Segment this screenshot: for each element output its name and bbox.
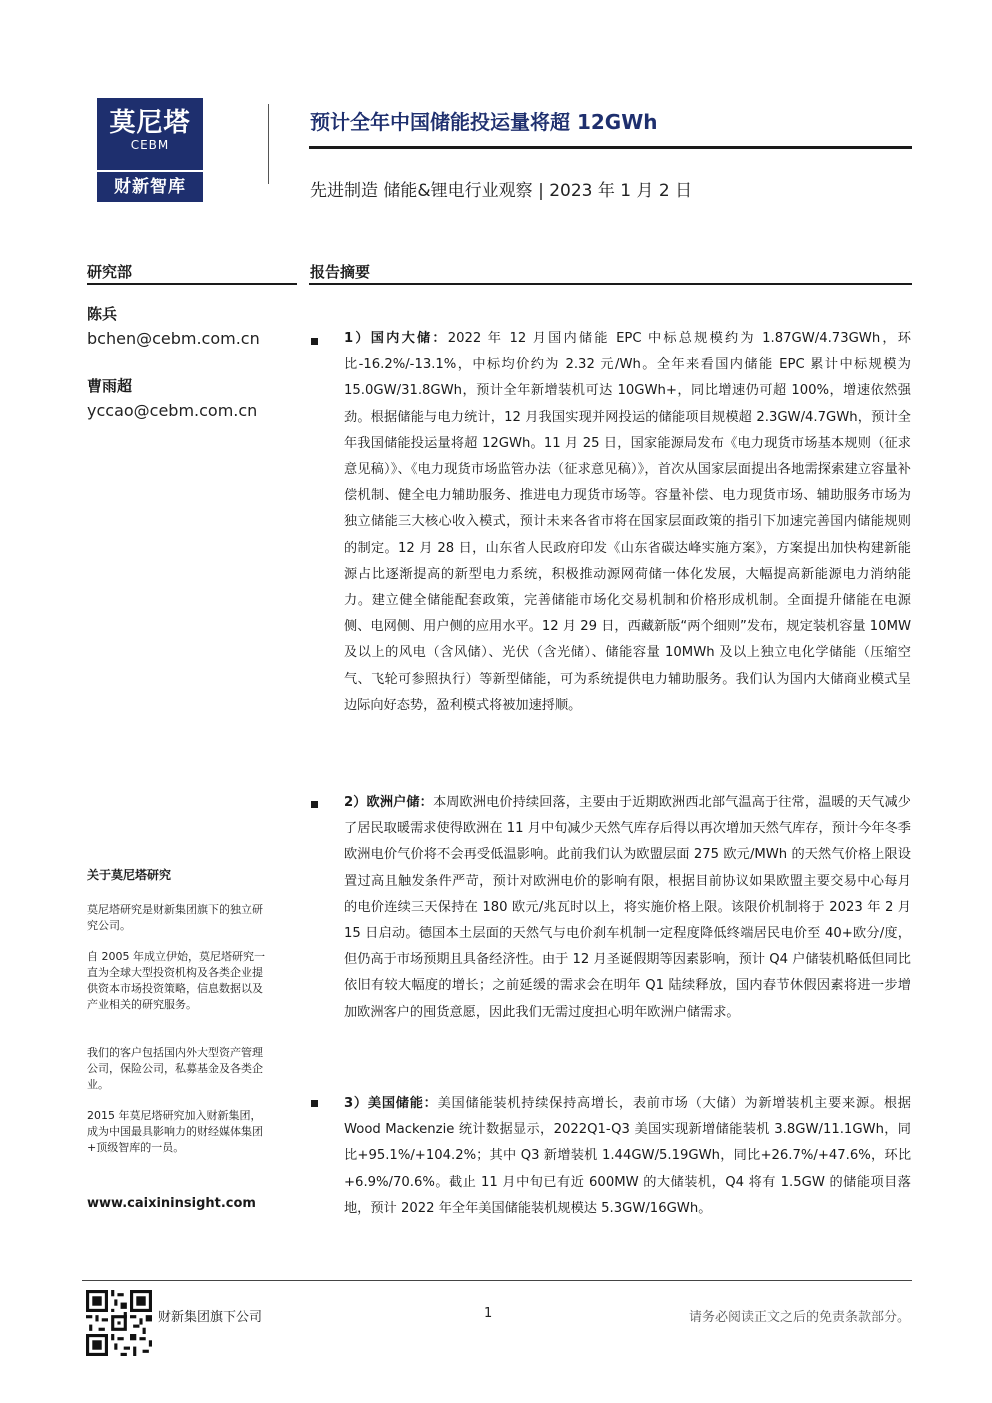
footer-rule <box>82 1280 912 1281</box>
footer-disclaimer: 请务必阅读正文之后的免责条款部分。 <box>688 1310 910 1325</box>
paragraph-heading: 1）国内大储： <box>344 331 448 346</box>
report-title: 预计全年中国储能投运量将超 12GWh <box>310 110 658 134</box>
summary-paragraph-domestic <box>344 326 911 719</box>
research-dept-label: 研究部 <box>87 263 133 281</box>
summary-paragraph-us <box>344 1091 911 1222</box>
bullet-marker <box>311 1100 318 1107</box>
logo-top-block <box>97 98 203 170</box>
qr-code-icon <box>86 1290 152 1356</box>
page-number: 1 <box>484 1306 493 1321</box>
report-subtitle: 先进制造 储能&锂电行业观察 | 2023 年 1 月 2 日 <box>310 181 693 201</box>
bullet-marker <box>311 801 318 808</box>
summary-label: 报告摘要 <box>310 263 371 281</box>
cebm-logo <box>97 98 203 202</box>
about-paragraph: 自 2005 年成立伊始，莫尼塔研究一直为全球大型投资机构及各类企业提供资本市场投资策略，信息数据以及产业相关的研究服务。 <box>87 950 265 1011</box>
author-name: 曹雨超 <box>87 377 133 395</box>
paragraph-text: 美国储能装机持续保持高增长，表前市场（大储）为新增装机主要来源。根据 Wood Mackenzie 统计数据显示，2022Q1-Q3 美国实现新增储能装机 3.8GW/11.1GWh，同比+95.1%/+104.2%；其中 Q3 新增装机 1.44GW/5.19GWh，同比+26.7%/+47.6%，环比+6.9%/70.6%。截止 11 月中旬已有近 600MW 的大储装机，Q4 将有 1.5GW 的储能项目落地，预计 2022 年全年美国储能装机规模达 5.3GW/16GWh。 <box>344 1096 911 1216</box>
about-paragraph: 我们的客户包括国内外大型资产管理公司，保险公司，私募基金及各类企业。 <box>87 1046 263 1091</box>
paragraph-heading: 2）欧洲户储： <box>344 795 433 810</box>
logo-subtitle: 财新智库 <box>97 172 203 202</box>
summary-paragraph-europe <box>344 790 911 1026</box>
logo-english-name: CEBM <box>130 138 170 152</box>
about-paragraph: 2015 年莫尼塔研究加入财新集团，成为中国最具影响力的财经媒体集团+顶级智库的一员。 <box>87 1109 263 1154</box>
footer-company: 财新集团旗下公司 <box>158 1310 263 1325</box>
about-title: 关于莫尼塔研究 <box>87 868 172 882</box>
header-divider <box>268 104 269 184</box>
author-email[interactable]: yccao@cebm.com.cn <box>87 401 258 420</box>
author-email[interactable]: bchen@cebm.com.cn <box>87 329 260 348</box>
bullet-marker <box>311 338 318 345</box>
left-section-rule <box>87 283 297 285</box>
website-link[interactable]: www.caixininsight.com <box>87 1196 256 1211</box>
logo-chinese-name: 莫尼塔 <box>109 108 191 138</box>
paragraph-text: 本周欧洲电价持续回落，主要由于近期欧洲西北部气温高于往常，温暖的天气减少了居民取暖需求使得欧洲在 11 月中旬减少天然气库存后得以再次增加天然气库存，预计今年冬季欧洲电价气价将不会再受低温影响。此前我们认为欧盟层面 275 欧元/MWh 的天然气价格上限设置过高且触发条件严苛，预计对欧洲电价的影响有限，根据目前协议如果欧盟主要交易中心每月的电价连续三天保持在 180 欧元/兆瓦时以上，将实施价格上限。该限价机制将于 2023 年 2 月 15 日启动。德国本土层面的天然气与电价刹车机制一定程度降低终端居民电价至 40+欧分/度，但仍高于市场预期且具备经济性。由于 12 月圣诞假期等因素影响，预计 Q4 户储装机略低但同比依旧有较大幅度的增长；之前延缓的需求会在明年 Q1 陆续释放，国内春节休假因素将进一步增加欧洲客户的囤货意愿，因此我们无需过度担心明年欧洲户储需求。 <box>344 795 911 1020</box>
paragraph-text: 2022 年 12 月国内储能 EPC 中标总规模约为 1.87GW/4.73GWh，环比-16.2%/-13.1%，中标均价约为 2.32 元/Wh。全年来看国内储能 EPC 累计中标规模为 15.0GW/31.8GWh，预计全年新增装机可达 10GWh+，同比增速仍可超 100%，增速依然强劲。根据储能与电力统计，12 月我国实现并网投运的储能项目规模超 2.3GW/4.7GWh，预计全年我国储能投运量将超 12GWh。11 月 25 日，国家能源局发布《电力现货市场基本规则（征求意见稿）》、《电力现货市场监管办法（征求意见稿）》，首次从国家层面提出各地需探索建立容量补偿机制、健全电力辅助服务、推进电力现货市场等。容量补偿、电力现货市场、辅助服务市场为独立储能三大核心收入模式，预计未来各省市将在国家层面政策的指引下加速完善国内储能规则的制定。12 月 28 日，山东省人民政府印发《山东省碳达峰实施方案》，方案提出加快构建新能源占比逐渐提高的新型电力系统，积极推动源网荷储一体化发展，大幅提高新能源电力消纳能力。建立健全储能配套政策，完善储能市场化交易机制和价格形成机制。全面提升储能在电源侧、电网侧、用户侧的应用水平。12 月 29 日，西藏新版“两个细则”发布，规定装机容量 10MW 及以上的风电（含风储）、光伏（含光储）、储能容量 10MWh 及以上独立电化学储能（压缩空气、飞轮可参照执行）等新型储能，可为系统提供电力辅助服务。我们认为国内大储商业模式呈边际向好态势，盈利模式将被加速捋顺。 <box>344 331 911 713</box>
about-paragraph: 莫尼塔研究是财新集团旗下的独立研究公司。 <box>87 903 263 932</box>
right-section-rule <box>309 283 912 285</box>
paragraph-heading: 3）美国储能： <box>344 1096 438 1111</box>
title-rule <box>309 146 912 149</box>
author-name: 陈兵 <box>87 305 118 323</box>
